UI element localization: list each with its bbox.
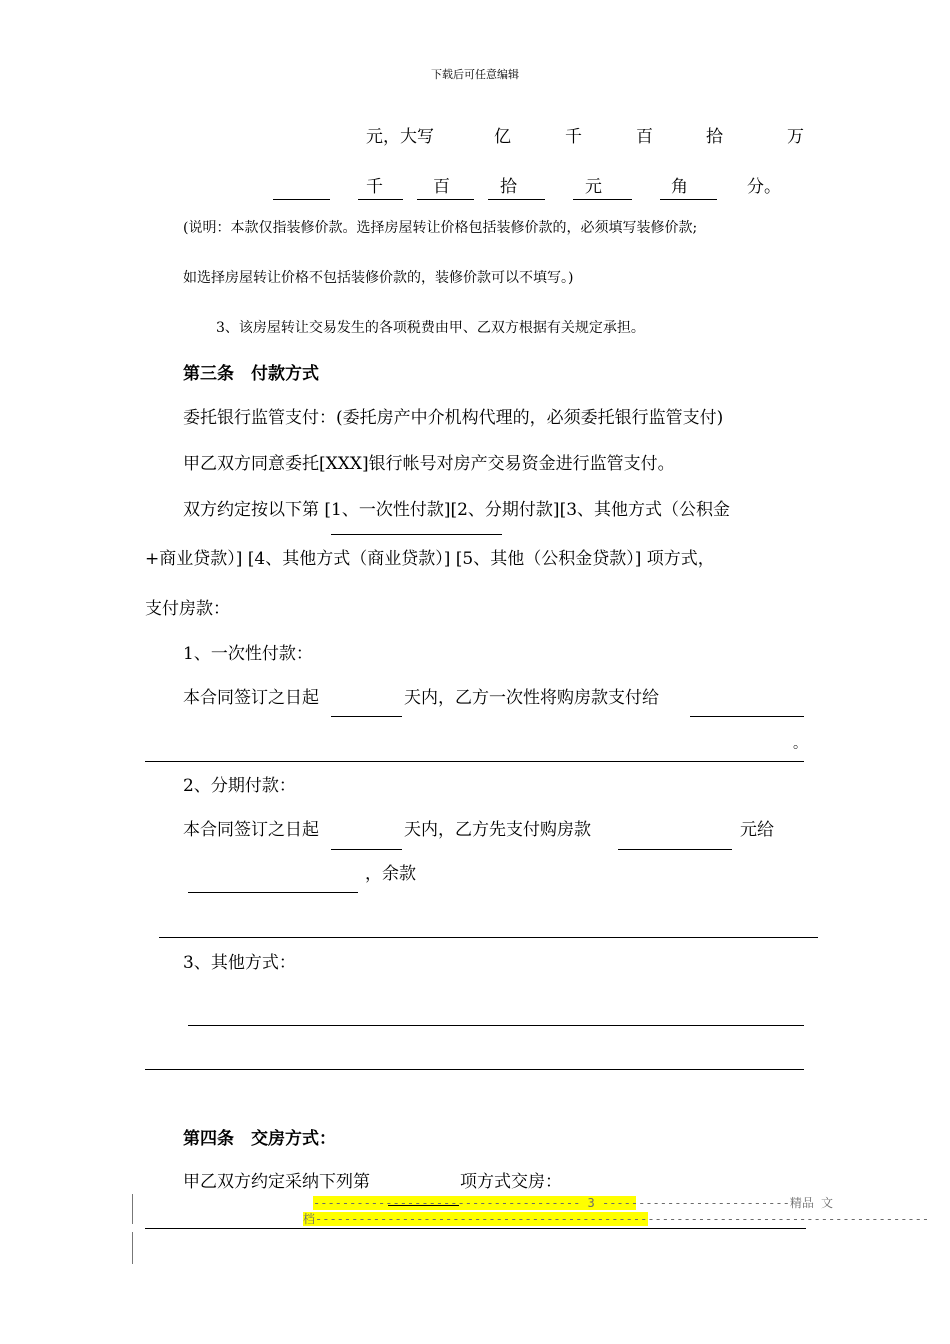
margin-marker: [132, 1232, 133, 1264]
page-header-note: 下载后可任意编辑: [431, 68, 519, 81]
amount-bai2-label: 百: [433, 177, 450, 197]
blank-line: [618, 849, 732, 850]
blank-line: [417, 199, 474, 200]
escrow-intro: 委托银行监管支付：(委托房产中介机构代理的，必须委托银行监管支付): [183, 408, 724, 428]
amount-shi2-label: 拾: [500, 177, 517, 197]
margin-marker: [132, 1194, 133, 1224]
amount-yi-label: 亿: [494, 127, 511, 147]
amount-bai-label: 百: [636, 127, 653, 147]
installment-text-c: 元给: [740, 820, 774, 840]
clause-tax: 3、该房屋转让交易发生的各项税费由甲、乙双方根据有关规定承担。: [216, 320, 645, 336]
payment-method-line-2: +商业贷款）] [4、其他方式（商业贷款）] [5、其他（公积金贷款）] 项方式，: [145, 549, 715, 569]
amount-jiao-label: 角: [671, 177, 688, 197]
blank-line: [690, 716, 804, 717]
article4-text-a: 甲乙双方约定采纳下列第: [183, 1172, 370, 1192]
installment-text-b: 天内，乙方先支付购房款: [404, 820, 591, 840]
payment-method-line-3: 支付房款：: [145, 599, 230, 619]
article4-text-b: 项方式交房：: [460, 1172, 562, 1192]
blank-line: [145, 1069, 804, 1070]
escrow-agree: 甲乙双方同意委托[XXX]银行帐号对房产交易资金进行监管支付。: [183, 454, 675, 474]
blank-line: [159, 937, 818, 938]
lump-sum-heading: 1、一次性付款：: [183, 644, 313, 664]
blank-line: [331, 534, 502, 535]
installment-heading: 2、分期付款：: [183, 776, 296, 796]
installment-text-a: 本合同签订之日起: [183, 820, 319, 840]
blank-line: [188, 892, 358, 893]
blank-line: [388, 1205, 459, 1206]
lump-sum-end-mark: 。: [793, 736, 807, 752]
amount-qian-label: 千: [565, 127, 582, 147]
amount-qian2-label: 千: [366, 177, 383, 197]
blank-line: [660, 199, 717, 200]
footer-watermark-line-2: 档-------------------------------------------------------------------------------------: [303, 1212, 930, 1226]
amount-shi-label: 拾: [706, 127, 723, 147]
explanation-line-1: (说明：本款仅指装修价款。选择房屋转让价格包括装修价款的，必须填写装修价款;: [183, 220, 698, 236]
blank-line: [358, 199, 403, 200]
blank-line: [331, 849, 402, 850]
article4-title: 第四条 交房方式：: [183, 1129, 336, 1149]
amount-fen-label: 分。: [747, 177, 781, 197]
article3-title: 第三条 付款方式: [183, 364, 319, 384]
amount-yuan-daxie-label: 元，大写: [366, 127, 434, 147]
installment-text-d: ，余款: [365, 864, 416, 884]
payment-method-line-1: 双方约定按以下第 [1、一次性付款][2、分期付款][3、其他方式（公积金: [183, 500, 731, 520]
blank-line: [573, 199, 632, 200]
amount-wan-label: 万: [787, 127, 804, 147]
blank-line: [331, 716, 402, 717]
amount-yuan2-label: 元: [585, 177, 602, 197]
blank-line: [145, 761, 804, 762]
other-method-heading: 3、其他方式：: [183, 953, 296, 973]
lump-sum-text-a: 本合同签订之日起: [183, 688, 319, 708]
blank-line: [273, 199, 330, 200]
blank-line: [188, 1025, 804, 1026]
footer-rule: [145, 1228, 806, 1229]
explanation-line-2: 如选择房屋转让价格不包括装修价款的，装修价款可以不填写。): [183, 270, 574, 286]
blank-line: [488, 199, 545, 200]
footer-watermark-line-1: ------------------------------------- 3 --------------------------精品 文: [313, 1196, 834, 1210]
lump-sum-text-b: 天内，乙方一次性将购房款支付给: [404, 688, 659, 708]
